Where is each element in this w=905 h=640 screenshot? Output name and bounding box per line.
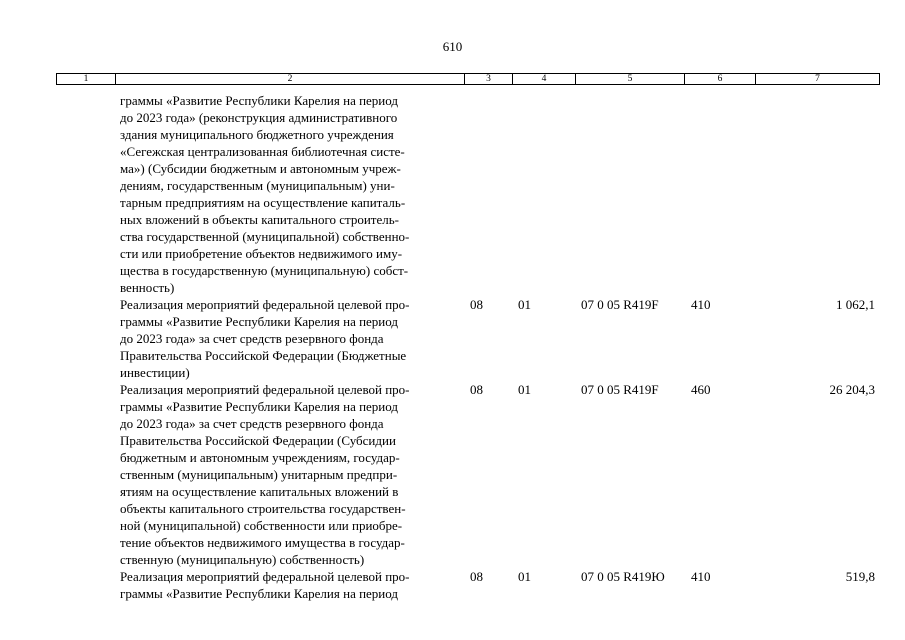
amount: 1 062,1 — [836, 297, 875, 312]
description-line: венность) — [120, 280, 175, 295]
subsection-code: 01 — [518, 382, 531, 397]
page-number: 610 — [442, 39, 463, 54]
column-header-1: 1 — [57, 74, 116, 85]
section-code: 08 — [470, 382, 483, 397]
description-line: ных вложений в объекты капитального строитель- — [120, 212, 400, 227]
table-row — [0, 381, 905, 568]
table-body — [0, 92, 905, 602]
description-line: граммы «Развитие Республики Карелия на период — [120, 93, 399, 108]
description-line: до 2023 года» за счет средств резервного фонда — [120, 331, 384, 346]
description-line: «Сегежская централизованная библиотечная систе- — [120, 144, 405, 159]
amount: 26 204,3 — [829, 382, 875, 397]
column-header-3: 3 — [465, 74, 513, 85]
description-line: тение объектов недвижимого имущества в государ- — [120, 535, 405, 550]
target-article-code: 07 0 05 R419F — [581, 297, 659, 312]
description-line: сти или приобретение объектов недвижимого иму- — [120, 246, 403, 261]
subsection-code: 01 — [518, 569, 531, 584]
table-row — [0, 296, 905, 381]
description-line: Реализация мероприятий федеральной целевой про- — [120, 297, 410, 312]
column-header-6: 6 — [685, 74, 756, 85]
table-row — [0, 568, 905, 602]
description-line: граммы «Развитие Республики Карелия на период — [120, 399, 399, 414]
description-line: ятиям на осуществление капитальных вложений в — [120, 484, 399, 499]
description-line: Реализация мероприятий федеральной целевой про- — [120, 382, 410, 397]
description-line: до 2023 года» за счет средств резервного фонда — [120, 416, 384, 431]
amount: 519,8 — [845, 569, 875, 584]
description-line: дениям, государственным (муниципальным) уни- — [120, 178, 395, 193]
column-header-7: 7 — [756, 74, 880, 85]
description-line: Реализация мероприятий федеральной целевой про- — [120, 569, 410, 584]
row-description — [120, 92, 460, 296]
description-line: бюджетным и автономным учреждениям, государ- — [120, 450, 400, 465]
description-line: ной (муниципальной) собственности или приобре- — [120, 518, 403, 533]
column-header-4: 4 — [513, 74, 576, 85]
description-line: объекты капитального строительства государствен- — [120, 501, 406, 516]
expense-type-code: 410 — [691, 569, 711, 584]
column-header-table — [56, 73, 880, 85]
row-description — [120, 296, 460, 381]
description-line: инвестиции) — [120, 365, 190, 380]
description-line: тарным предприятиям на осуществление капиталь- — [120, 195, 406, 210]
section-code: 08 — [470, 569, 483, 584]
description-line: ства государственной (муниципальной) собственно- — [120, 229, 410, 244]
column-header-5: 5 — [576, 74, 685, 85]
target-article-code: 07 0 05 R419Ю — [581, 569, 665, 584]
description-line: щества в государственную (муниципальную) собст- — [120, 263, 409, 278]
table-row — [0, 92, 905, 296]
description-line: граммы «Развитие Республики Карелия на период — [120, 314, 399, 329]
description-line: здания муниципального бюджетного учреждения — [120, 127, 394, 142]
expense-type-code: 410 — [691, 297, 711, 312]
row-description — [120, 381, 460, 568]
description-line: Правительства Российской Федерации (Бюджетные — [120, 348, 407, 363]
expense-type-code: 460 — [691, 382, 711, 397]
description-line: Правительства Российской Федерации (Субсидии — [120, 433, 396, 448]
description-line: до 2023 года» (реконструкция административного — [120, 110, 398, 125]
section-code: 08 — [470, 297, 483, 312]
description-line: ственным (муниципальным) унитарным предпри- — [120, 467, 398, 482]
description-line: ственную (муниципальную) собственность) — [120, 552, 365, 567]
column-header-row — [57, 74, 880, 85]
column-header-2: 2 — [116, 74, 465, 85]
row-description — [120, 568, 460, 602]
target-article-code: 07 0 05 R419F — [581, 382, 659, 397]
description-line: ма») (Субсидии бюджетным и автономным учреж- — [120, 161, 401, 176]
description-line: граммы «Развитие Республики Карелия на период — [120, 586, 399, 601]
subsection-code: 01 — [518, 297, 531, 312]
